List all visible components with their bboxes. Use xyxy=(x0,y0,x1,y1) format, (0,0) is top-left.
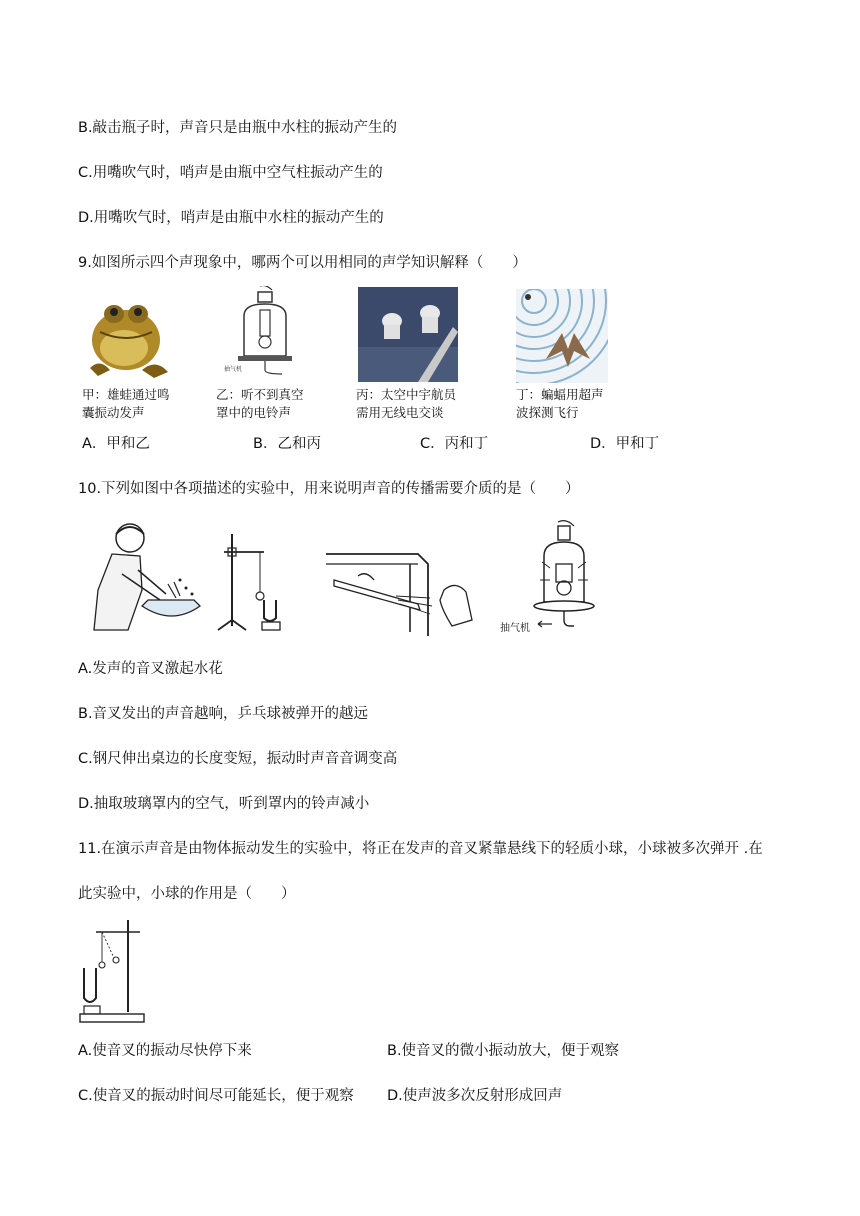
q11-option-c: C.使音叉的振动时间尽可能延长，便于观察 xyxy=(78,1088,354,1104)
q9-caption-bing-1: 丙：太空中宇航员 xyxy=(356,387,457,402)
vacuum-pump-label: 抽气机 xyxy=(500,623,530,634)
ruler-table-figure xyxy=(322,540,476,636)
q10-option-b: B.音叉发出的声音越响，乒乓球被弹开的越远 xyxy=(78,706,369,722)
q10-option-a: A.发声的音叉激起水花 xyxy=(78,661,223,677)
q8-option-c: C.用嘴吹气时，哨声是由瓶中空气柱振动产生的 xyxy=(78,165,383,181)
q9-caption-yi-1: 乙：听不到真空 xyxy=(216,387,304,402)
girl-tuning-fork-water-figure xyxy=(82,520,202,640)
q9-caption-ding-2: 波探测飞行 xyxy=(516,405,579,420)
q11-option-b: B.使音叉的微小振动放大，便于观察 xyxy=(387,1043,620,1059)
q9-caption-jia-2: 囊振动发声 xyxy=(82,405,145,420)
q10-stem: 10.下列如图中各项描述的实验中，用来说明声音的传播需要介质的是（ ） xyxy=(78,481,580,497)
q9-option-d: D．甲和丁 xyxy=(590,436,660,452)
q9-caption-bing-2: 需用无线电交谈 xyxy=(356,405,444,420)
q9-option-c: C．丙和丁 xyxy=(420,436,489,452)
q11-stem-line-1: 11.在演示声音是由物体振动发生的实验中，将正在发声的音叉紧靠悬线下的轻质小球，小球被多次弹开 .在 xyxy=(78,841,763,857)
vacuum-pump-inset-label: 抽气机 xyxy=(224,366,243,373)
tuning-fork-ball-figure xyxy=(78,918,148,1026)
q10-option-c: C.钢尺伸出桌边的长度变短，振动时声音音调变高 xyxy=(78,751,398,767)
q11-option-d: D.使声波多次反射形成回声 xyxy=(387,1088,563,1104)
bat-figure xyxy=(516,289,608,383)
q9-option-a: A．甲和乙 xyxy=(82,436,150,452)
q9-option-b: B．乙和丙 xyxy=(253,436,321,452)
q9-caption-ding-1: 丁：蝙蝠用超声 xyxy=(516,387,604,402)
stand-pendulum-fork-figure xyxy=(214,530,294,636)
q9-caption-jia-1: 甲：雄蛙通过鸣 xyxy=(82,387,170,402)
q8-option-d: D.用嘴吹气时，哨声是由瓶中水柱的振动产生的 xyxy=(78,210,384,226)
bell-jar-figure xyxy=(222,286,308,382)
q10-option-d: D.抽取玻璃罩内的空气，听到罩内的铃声减小 xyxy=(78,796,370,812)
q11-option-a: A.使音叉的振动尽快停下来 xyxy=(78,1043,252,1059)
astronauts-figure xyxy=(358,287,458,382)
q9-stem: 9.如图所示四个声现象中，哪两个可以用相同的声学知识解释（ ） xyxy=(78,255,527,271)
q8-option-b: B.敲击瓶子时，声音只是由瓶中水柱的振动产生的 xyxy=(78,120,398,136)
frog-figure xyxy=(80,288,176,384)
q11-stem-line-2: 此实验中，小球的作用是（ ） xyxy=(78,886,296,902)
q9-caption-yi-2: 罩中的电铃声 xyxy=(216,405,292,420)
